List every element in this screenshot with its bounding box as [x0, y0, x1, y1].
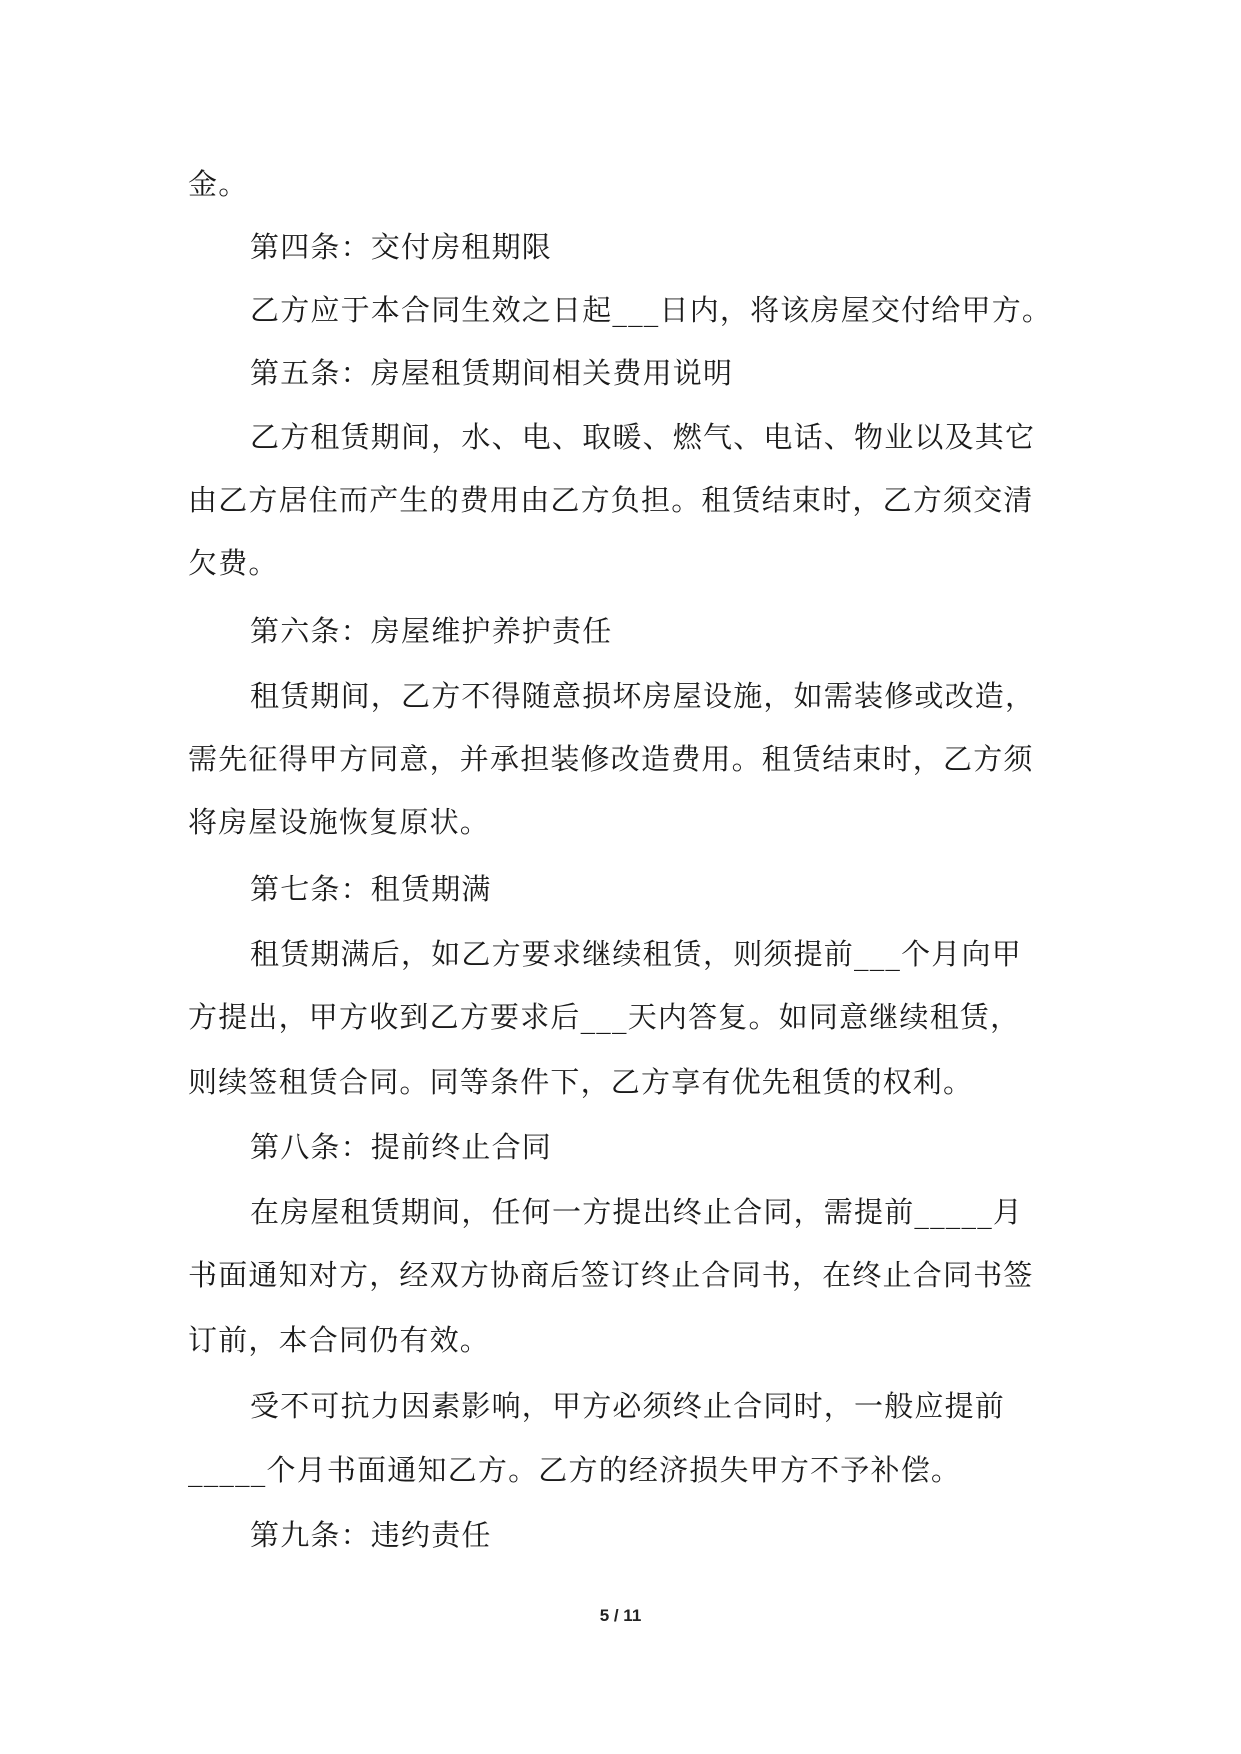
article-heading: 第七条：租赁期满	[250, 872, 492, 906]
article-heading: 第五条：房屋租赁期间相关费用说明	[250, 356, 734, 390]
text-line: _____个月书面通知乙方。乙方的经济损失甲方不予补偿。	[188, 1453, 962, 1487]
text-line: 在房屋租赁期间，任何一方提出终止合同，需提前_____月	[250, 1195, 1024, 1229]
article-heading: 第四条：交付房租期限	[250, 230, 553, 264]
text-line: 金。	[188, 167, 249, 201]
text-line: 欠费。	[188, 546, 279, 580]
article-heading: 第六条：房屋维护养护责任	[250, 614, 613, 648]
text-line: 租赁期间，乙方不得随意损坏房屋设施，如需装修或改造，	[250, 679, 1036, 713]
text-line: 乙方应于本合同生效之日起___日内，将该房屋交付给甲方。	[250, 293, 1053, 327]
text-line: 书面通知对方，经双方协商后签订终止合同书，在终止合同书签	[188, 1258, 1034, 1292]
article-heading: 第八条：提前终止合同	[250, 1130, 553, 1164]
text-line: 由乙方居住而产生的费用由乙方负担。租赁结束时，乙方须交清	[188, 483, 1034, 517]
text-line: 则续签租赁合同。同等条件下，乙方享有优先租赁的权利。	[188, 1065, 974, 1099]
text-line: 乙方租赁期间，水、电、取暖、燃气、电话、物业以及其它	[250, 420, 1036, 454]
text-line: 订前，本合同仍有效。	[188, 1323, 491, 1357]
text-line: 租赁期满后，如乙方要求继续租赁，则须提前___个月向甲	[250, 937, 1022, 971]
text-line: 方提出，甲方收到乙方要求后___天内答复。如同意继续租赁，	[188, 1000, 1021, 1034]
page-number: 5 / 11	[599, 1606, 642, 1625]
text-line: 需先征得甲方同意，并承担装修改造费用。租赁结束时，乙方须	[188, 742, 1034, 776]
text-line: 将房屋设施恢复原状。	[188, 805, 491, 839]
article-heading: 第九条：违约责任	[250, 1518, 492, 1552]
text-line: 受不可抗力因素影响，甲方必须终止合同时，一般应提前	[250, 1389, 1006, 1423]
